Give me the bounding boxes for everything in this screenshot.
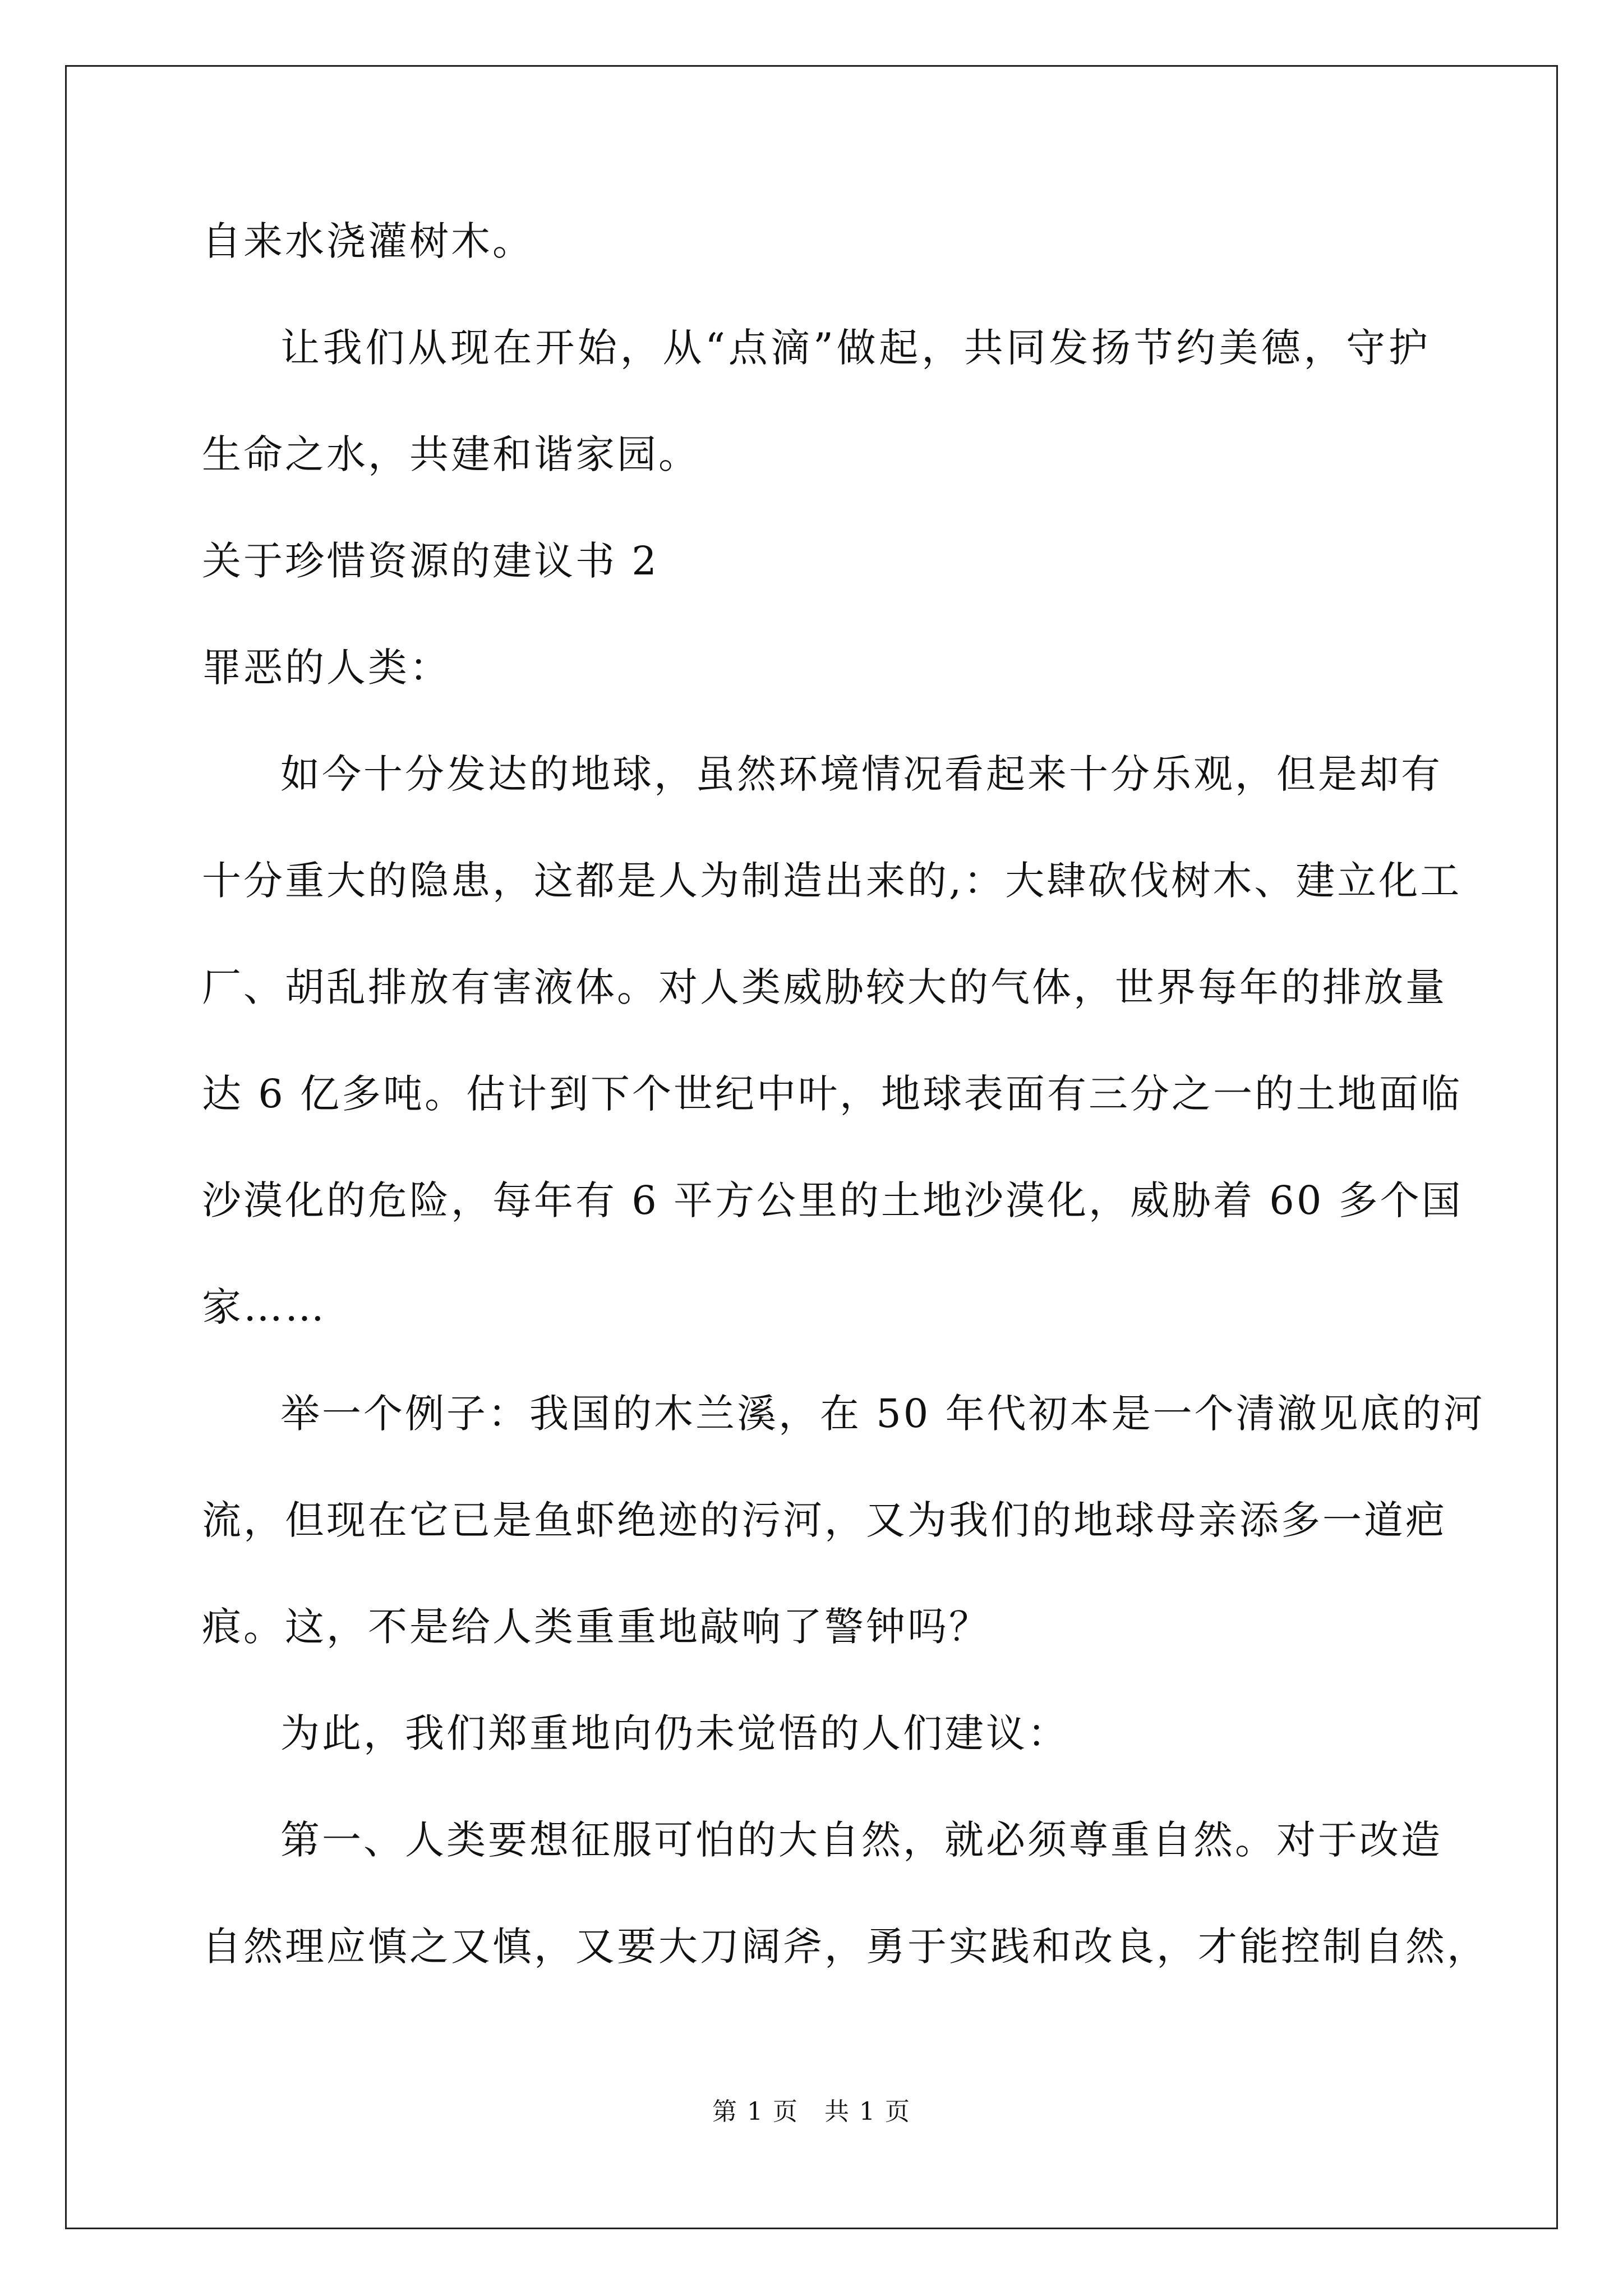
text-line: 厂、胡乱排放有害液体。对人类威胁较大的气体，世界每年的排放量 — [202, 964, 1447, 1010]
text-line: 举一个例子：我国的木兰溪，在 50 年代初本是一个清澈见底的河 — [280, 1391, 1485, 1437]
salutation: 罪恶的人类： — [202, 645, 451, 691]
text-line: 痕。这，不是给人类重重地敲响了警钟吗？ — [202, 1604, 990, 1650]
text-line: 如今十分发达的地球，虽然环境情况看起来十分乐观，但是却有 — [280, 751, 1442, 797]
text-line: 第一、人类要想征服可怕的大自然，就必须尊重自然。对于改造 — [280, 1817, 1442, 1863]
text-line: 达 6 亿多吨。估计到下个世纪中叶，地球表面有三分之一的土地面临 — [202, 1071, 1463, 1117]
section-heading: 关于珍惜资源的建议书 2 — [202, 538, 659, 584]
text-line: 让我们从现在开始，从“点滴”做起，共同发扬节约美德，守护 — [280, 325, 1430, 371]
text-line: 沙漠化的危险，每年有 6 平方公里的土地沙漠化，威胁着 60 多个国 — [202, 1177, 1463, 1223]
text-line: 家…… — [202, 1284, 326, 1330]
text-line: 生命之水，共建和谐家园。 — [202, 431, 700, 477]
text-line: 流，但现在它已是鱼虾绝迹的污河，又为我们的地球母亲添多一道疤 — [202, 1497, 1447, 1543]
text-line: 十分重大的隐患，这都是人为制造出来的,：大肆砍伐树木、建立化工 — [202, 858, 1462, 904]
text-line: 自来水浇灌树木。 — [202, 218, 534, 264]
page-number-footer: 第 1 页 共 1 页 — [712, 2097, 911, 2126]
text-line: 为此，我们郑重地向仍未觉悟的人们建议： — [280, 1710, 1069, 1756]
text-line: 自然理应慎之又慎，又要大刀阔斧，勇于实践和改良，才能控制自然， — [202, 1924, 1488, 1970]
page-border — [65, 65, 1558, 2229]
